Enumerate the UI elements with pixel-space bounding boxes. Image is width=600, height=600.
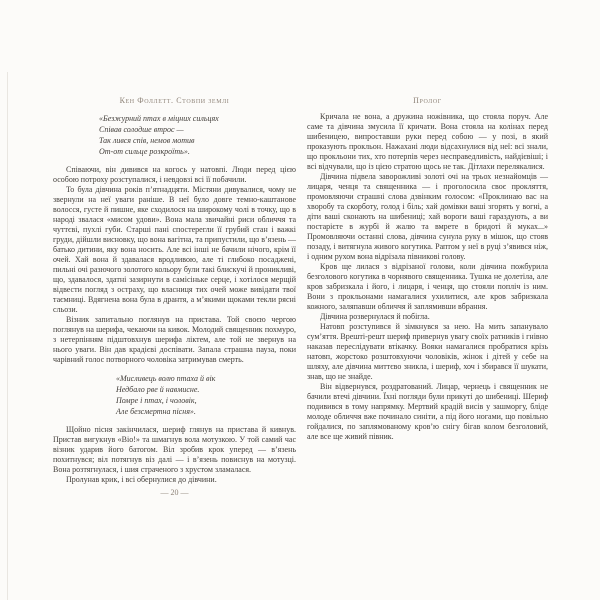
running-head-right: Пролог (413, 96, 442, 105)
paragraph: Пролунав крик, і всі обернулися до дівчини. (66, 475, 217, 484)
left-page (53, 96, 296, 485)
poem-line: Помре і птах, і чоловік, (116, 396, 197, 405)
paragraph: Він відвернувся, роздратований. Лицар, чернець і священник не бачили втечі дівчини. Їхні погляди були прикуті до шибениці. Шериф подивився в тому напрямку. Мертвий крадій висів у зашморгу, бліде молоде обличчя вже починало синіти, а під його ногами, що повільно гойдалися, по заплямованому кров’ю снігу бігав колом безголовий, але все ще живий півник. (307, 382, 548, 441)
poem-line: Але безсмертна пісня». (116, 407, 196, 416)
poem-line: Так лився спів, немов мотив (99, 136, 195, 145)
poem-line: Співав солодше втрос — (99, 125, 184, 134)
paragraph: Кров ще лилася з відрізаної голови, коли дівчина пожбурила безголового когутика в чорнявого священника. Тушка не долетіла, але кров забризкала і його, і лицаря, і ченця, що стояли попліч із ним. Вони з прокльонами намагалися ухилитися, але кров забризкала кожного, заляпавши обличчя й заплямивши вбрання. (307, 262, 548, 311)
paragraph: Співаючи, він дивився на когось у натовпі. Люди перед цією особою потроху розступалися, і невдовзі всі її побачили. (53, 165, 296, 184)
right-page (307, 96, 548, 442)
poem-line: От-от сильце розкроїть». (99, 147, 190, 156)
song-poem (116, 373, 296, 417)
paragraph: То була дівчина років п’ятнадцяти. Містяни дивувалися, чому не звернули на неї уваги раніше. В неї було довге темно-каштанове волосся, густе й пишне, яке сходилося на широкому чолі в точку, що в народі звалася «мисом удови». Вона мала звичайні риси обличчя та чуттєві, пухлі губи. Старші пані спостерегли її грубий стан і важкі груди, дійшли висновку, що вона вагітна, та припустили, що в’язень — батько дитини, яку вона носить. Але всі інші не бачили нічого, крім її очей. Хай вона й здавалася вродливою, але ті глибоко посаджені, пильні очі разючого золотого кольору були такі блискучі й проникливі, що, здавалося, здатні зазирнути в самісіньке серце, і хотілося мерщій відвести погляд з остраху, що власниця тих очей може вивідати твої таємниці. Вдягнена вона була в дрантя, а м’якими щоками текли рясні сльози. (53, 185, 296, 314)
paragraph: Візник запитально поглянув на пристава. Той своєю чергою поглянув на шерифа, чекаючи на кивок. Молодий священник похмуро, з нетерпінням підштовхнув шерифа ліктем, але той не звернув на нього уваги. Він дав крадієві доспівати. Запала страшна пауза, поки чарівний голос потворного чоловіка затримував смерть. (53, 315, 296, 364)
poem-line: Недбало рве й навмисне. (116, 385, 200, 394)
poem-line: «Безжурний птах в міцних сильцях (99, 114, 219, 123)
epigraph-poem (99, 113, 296, 157)
paragraph: Натовп розступився й зімкнувся за нею. На мить запанувало сум’яття. Врешті-решт шериф привернув увагу своїх ратників і гнівно наказав переслідувати втікачку. Вояки намагалися пробратися крізь натовп, жорстоко розштовхуючи чоловіків, жінок і дітей у себе на шляху, але дівчина миттєво зникла, і шериф, хоч і збирався її шукати, знав, що не знайде. (307, 322, 548, 381)
poem-line: «Мисливець волю птаха й вік (116, 374, 216, 383)
paragraph: Кричала не вона, а дружина ножівника, що стояла поруч. Але саме та дівчина змусила її кричати. Вона стояла на колінах перед шибеницею, випроставши руки перед собою — у позі, в який проказують прокльон. Нажахані люди відсахнулися від неї: всі знали, що прокльони тих, хто потерпів через несправедливість, найдієвіші; і всі відчували, що із цією стратою щось не так. Дітлахи перелякалися. (307, 112, 548, 171)
paragraph: Дівчина підвела заворожливі золоті очі на трьох незнайомців — лицаря, ченця та священника — і проголосила своє прокляття, промовляючи страшні слова дзвінким голосом: «Проклинаю вас на хворобу та скорботу, голод і біль; хай домівки ваші згорять у вогні, а діти ваші сконають на шибениці; хай вороги ваші гараздують, а ви постарієте в журбі й жалю та вмрете в бридоті й муках...» Промовляючи останні слова, дівчина сунула руку в мішок, що стояв позаду, і витягнула живого когутика. Раптом у неї в руці з’явився ніж, і одним рухом вона відрізала півникові голову. (307, 172, 548, 261)
running-head-left: Кен Фоллетт. Стовпи землі (119, 96, 230, 105)
page-number: — 20 — (160, 488, 189, 497)
paragraph: Дівчина розвернулася й побігла. (320, 312, 430, 321)
page-edge-line (7, 72, 8, 600)
paragraph: Щойно пісня закінчилася, шериф глянув на пристава й кивнув. Пристав вигукнув «Віо!» та шмагнув вола мотузкою. У той самий час візник ударив його батогом. Віл зробив крок уперед — в’язень похитнувся; віл потягнув віз далі — і в’язень повиснув на мотузці. Вона розтягнулася, і шия страченого з хрустом зламалася. (53, 425, 296, 474)
